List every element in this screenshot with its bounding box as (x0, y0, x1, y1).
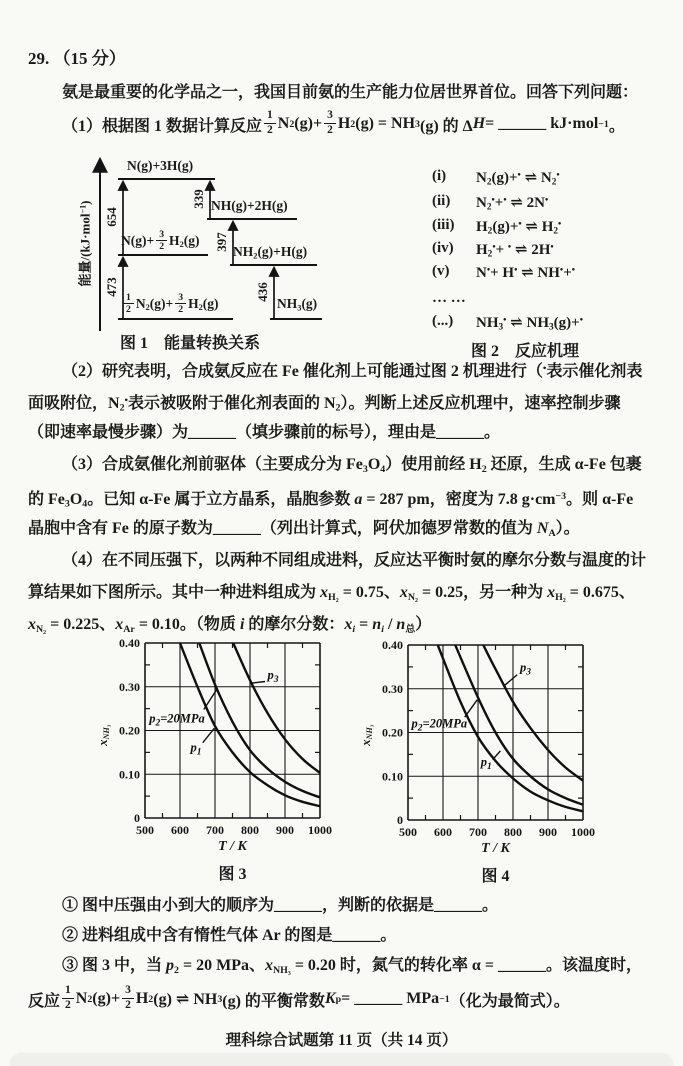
svg-text:700: 700 (469, 825, 487, 839)
svg-text:500: 500 (136, 823, 154, 837)
mechanism-step (432, 217, 561, 237)
svg-text:p1​: $p_1$ (480, 754, 492, 772)
level-label-nh2h: NH(g)+2H(g) (211, 198, 288, 213)
figure-1-energy-diagram (65, 150, 355, 332)
paragraph-2-line: （即速率最慢步骤）为______（填步骤前的标号），理由是______。 (28, 424, 501, 441)
mechanism-step (432, 313, 583, 333)
figure-3-ylabel: $x_{NH_3}$ (94, 724, 112, 746)
energy-value-436: 436 (255, 282, 270, 302)
svg-text:800: 800 (504, 825, 522, 839)
step-formula: $H_2(g)+^•$ ⇌ $H_2^•$ (476, 219, 562, 237)
svg-text:0: 0 (134, 811, 140, 825)
svg-text:0: 0 (397, 813, 403, 827)
level-label-n3h: N(g)+3H(g) (127, 158, 194, 173)
svg-text:p2​=20MPa: $p_2=20MPa$ (149, 711, 205, 729)
step-number: (i) (432, 168, 447, 184)
mechanism-step (432, 240, 554, 260)
step-number: (...) (432, 313, 454, 329)
svg-text:1000: 1000 (308, 823, 332, 837)
paragraph-3-line: 的 $Fe_3O_4$。已知 α-Fe 属于立方晶系，晶胞参数 a = 287 pm，密度为 7.8 $g\cdot cm^{-3}$。则 α-Fe (28, 490, 634, 510)
level-label-nh2-h: $NH_2(g)+H(g)$ (233, 244, 308, 261)
figure-4-chart (348, 635, 610, 887)
step-number: (v) (432, 263, 450, 279)
mechanism-step (432, 290, 476, 307)
figure-2-mechanism (432, 156, 667, 366)
paragraph-3-line: 晶胞中含有 Fe 的原子数为______（列出计算式，阿伏加德罗常数的值为 $N_A$）。 (28, 520, 580, 539)
intro-text: 氨是最重要的化学品之一，我国目前氨的生产能力位居世界首位。回答下列问题： (62, 84, 639, 101)
figure-3-plot (83, 635, 345, 840)
energy-value-339: 339 (191, 189, 206, 209)
figure-4-caption: 图 4 (481, 868, 510, 885)
question-number-text: 29. (28, 49, 50, 68)
step-formula: $N_2(g)+^•$ ⇌ $N_2^•$ (476, 170, 560, 188)
figure-2-caption: 图 2 反应机理 (470, 343, 579, 360)
svg-text:0.10: 0.10 (382, 769, 403, 784)
figure-4-ylabel: $x_{NH_3}$ (357, 724, 375, 746)
question-1-text: （1）根据图 1 数据计算反应 $\frac{1}{2}$ N 2 (g)+ $\frac{3}{2}$ H 2 (g) = NH 3 (g) 的 Δ H = ______ kJ·mol −1 。 (62, 109, 625, 136)
figure-1-caption: 图 1 能量转换关系 (119, 335, 260, 352)
subquestion-2: ② 进料组成中含有惰性气体 Ar 的图是______。 (62, 927, 397, 944)
svg-text:0.40: 0.40 (382, 638, 403, 652)
level-label-feed: $\frac{1}{2}$ $N_2(g)+$ $\frac{3}{2}$ $H_2(g)$ (121, 293, 219, 316)
svg-text:0.20: 0.20 (382, 725, 403, 740)
question-points: （15 分） (53, 49, 126, 68)
figure-4-plot (348, 635, 610, 840)
energy-value-473: 473 (104, 277, 119, 297)
svg-text:600: 600 (171, 823, 189, 837)
paragraph-4-line: $x_{N_2} = 0.225$、$x_{Ar} = 0.10$。（物质 i 的摩尔分数：$x_i = n_i / n_总$） (28, 616, 432, 635)
step-number: (iv) (432, 240, 454, 256)
svg-text:800: 800 (241, 823, 259, 837)
svg-text:0.30: 0.30 (119, 679, 140, 694)
svg-text:p1​: $p_1$ (190, 740, 202, 758)
step-number: (ii) (432, 193, 451, 209)
step-number: (iii) (432, 217, 455, 233)
level-label-nh3: $NH_3(g)$ (277, 296, 318, 313)
mechanism-step (432, 263, 575, 282)
level-label-n32h2: N(g)+ $\frac{3}{2}$ $H_2(g)$ (121, 229, 200, 253)
svg-text:0.30: 0.30 (382, 681, 403, 696)
page-bottom-edge (10, 1054, 673, 1066)
svg-text:p2​=20MPa: $p_2=20MPa$ (411, 716, 468, 734)
paragraph-2-line: （2）研究表明，合成氨反应在 Fe 催化剂上可能通过图 2 机理进行（•表示催化剂表 (62, 362, 643, 380)
svg-text:0.20: 0.20 (119, 723, 140, 738)
figure-4-xlabel: T / K (481, 841, 510, 856)
mechanism-step (432, 168, 560, 188)
figure-3-caption: 图 3 (218, 866, 247, 883)
svg-text:1000: 1000 (571, 825, 595, 839)
step-formula: $H_2^•+ ^•$ ⇌ 2H• (476, 242, 554, 260)
paragraph-3-line: （3）合成氨催化剂前驱体（主要成分为 $Fe_3O_4$）使用前经 $H_2$ 还原，生成 α-Fe 包裹 (62, 456, 642, 475)
energy-axis-label: 能量/(kJ·mol$^{-1}$) (77, 200, 93, 287)
svg-text:900: 900 (539, 825, 557, 839)
step-formula: N•+ H• ⇌ NH•+• (476, 265, 576, 281)
svg-text:0.10: 0.10 (119, 767, 140, 782)
subquestion-3-continued: 反应 $\frac{1}{2}$ N 2 (g)+ $\frac{3}{2}$ H 2 (g) ⇌ NH 3 (g) 的平衡常数 K p = ______ MPa −1 （化为最简式）。 (28, 984, 570, 1011)
figure-3-xlabel: T / K (218, 839, 247, 854)
svg-text:p3​: $p_3$ (267, 667, 279, 685)
paragraph-2-line: 面吸附位，$N_2^•$表示被吸附于催化剂表面的 $N_2$）。判断上述反应机理中，速率控制步骤 (28, 394, 621, 414)
subquestion-1: ① 图中压强由小到大的顺序为______，判断的依据是______。 (62, 897, 499, 914)
svg-text:700: 700 (206, 823, 224, 837)
figure-3-chart (83, 635, 345, 887)
subquestion-3: ③ 图 3 中，当 $p_2 = 20$ MPa、$x_{NH_3} = 0.20$ 时，氮气的转化率 α = ______。该温度时， (62, 957, 642, 976)
energy-value-397: 397 (214, 232, 229, 252)
energy-value-654: 654 (104, 207, 119, 227)
paragraph-4-line: 算结果如下图所示。其中一种进料组成为 $x_{H_2} = 0.75$、$x_{N_2} = 0.25$，另一种为 $x_{H_2} = 0.675$、 (28, 584, 635, 603)
svg-text:500: 500 (399, 825, 417, 839)
mechanism-step (432, 193, 548, 213)
question-number (28, 46, 126, 72)
page-footer: 理科综合试题第 11 页（共 14 页） (225, 1032, 458, 1049)
step-formula: $N_2^•+^•$ ⇌ 2N• (476, 195, 549, 213)
step-formula: $NH_3^•$ ⇌ $NH_3(g)+^•$ (476, 315, 583, 333)
svg-text:p3​: $p_3$ (520, 660, 531, 678)
step-number: … … (432, 290, 466, 306)
svg-text:0.40: 0.40 (119, 636, 140, 650)
svg-text:900: 900 (276, 823, 294, 837)
svg-text:600: 600 (434, 825, 452, 839)
paragraph-4-line: （4）在不同压强下，以两种不同组成进料，反应达平衡时氨的摩尔分数与温度的计 (62, 552, 647, 569)
